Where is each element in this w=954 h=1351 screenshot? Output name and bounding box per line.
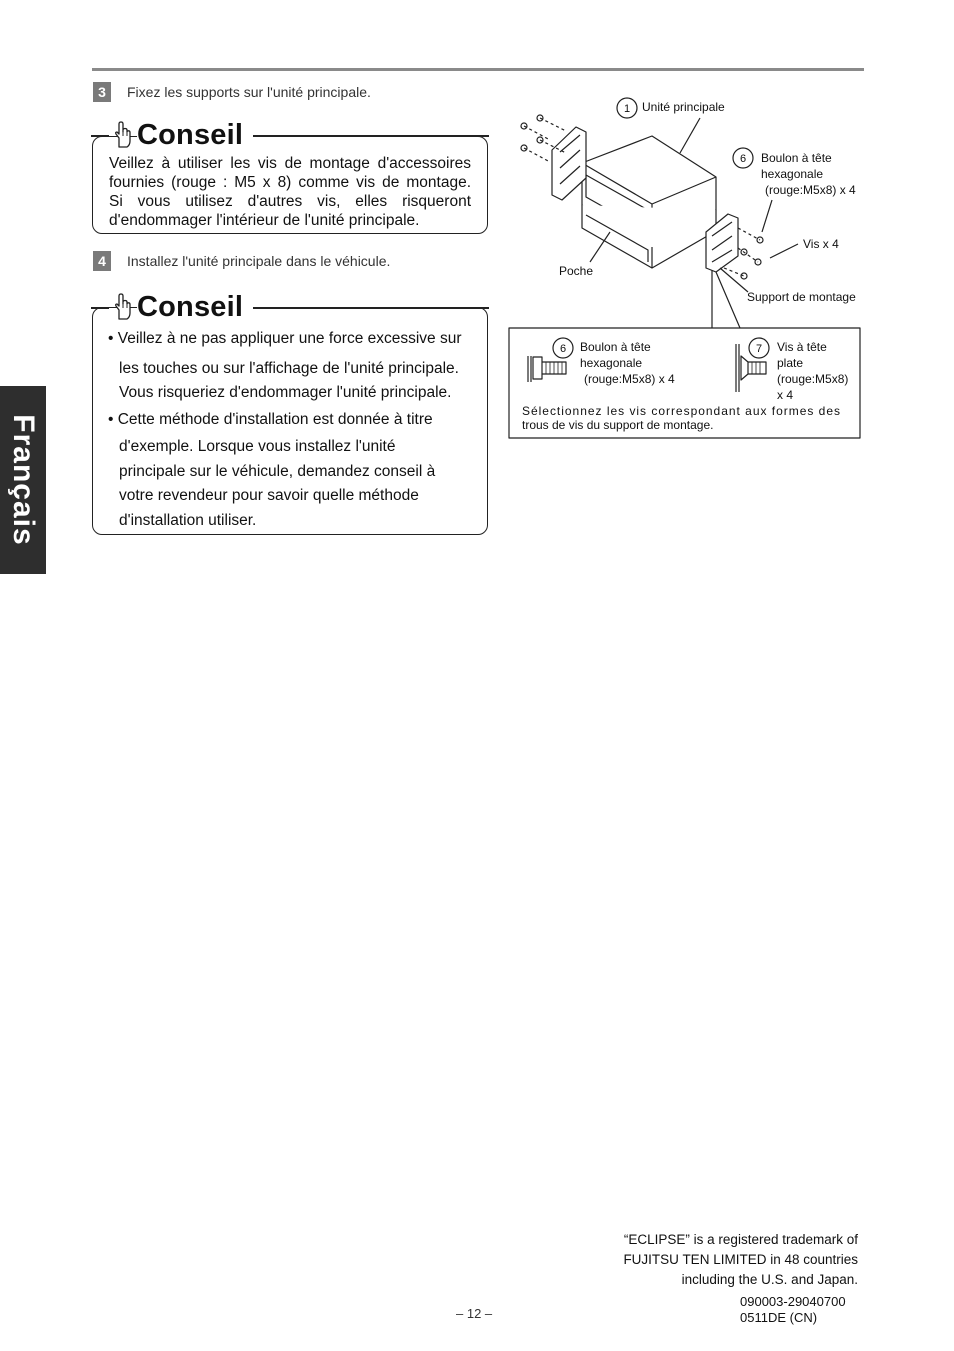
bullet-line: les touches ou sur l'affichage de l'unité principale. bbox=[119, 359, 459, 377]
legend-text: hexagonale bbox=[580, 356, 643, 370]
step-text: Fixez les supports sur l'unité principale. bbox=[127, 84, 371, 100]
tip-line: d'endommager l'intérieur de l'unité principale. bbox=[109, 212, 420, 229]
label-mounting-bracket: Support de montage bbox=[747, 290, 856, 304]
divider bbox=[91, 135, 109, 137]
label-pocket: Poche bbox=[559, 264, 594, 278]
panel-edge bbox=[528, 356, 531, 382]
bullet-dot: • bbox=[108, 410, 118, 428]
tip-line: fournies (rouge : M5 x 8) comme vis de montage. bbox=[109, 174, 471, 191]
tip-bullets bbox=[108, 327, 480, 533]
left-bracket bbox=[552, 127, 586, 200]
screw-thread bbox=[752, 362, 760, 374]
trademark-line: including the U.S. and Japan. bbox=[681, 1272, 858, 1287]
divider bbox=[91, 307, 109, 309]
trademark-notice bbox=[623, 1230, 858, 1290]
leader-line bbox=[680, 118, 700, 153]
bullet-dot: • bbox=[108, 330, 118, 347]
bullet-line: d'installation utiliser. bbox=[119, 511, 257, 529]
tip-line: Si vous utilisez d'autres vis, elles risqueront bbox=[109, 193, 471, 210]
document-code bbox=[740, 1294, 846, 1326]
bolt-thread bbox=[546, 362, 562, 374]
trademark-line: “ECLIPSE” is a registered trademark of bbox=[623, 1232, 858, 1247]
tip-text bbox=[109, 154, 471, 230]
step-4 bbox=[93, 251, 390, 271]
label-main-unit: Unité principale bbox=[642, 100, 725, 114]
bullet-line: principale sur le véhicule, demandez conseil à bbox=[119, 462, 436, 480]
installation-diagram bbox=[508, 95, 868, 445]
panel-edge bbox=[736, 344, 739, 392]
callout-number: 6 bbox=[739, 153, 747, 165]
bullet-line: d'exemple. Lorsque vous installez l'unité bbox=[119, 438, 396, 455]
callout-number: 1 bbox=[623, 103, 631, 115]
tip-header bbox=[91, 119, 489, 151]
step-number: 3 bbox=[93, 82, 111, 102]
callout-number: 6 bbox=[559, 343, 567, 355]
tip-title: Conseil bbox=[137, 119, 253, 152]
label-hex-bolt: Boulon à tête bbox=[761, 151, 832, 165]
label-screws: Vis x 4 bbox=[803, 237, 839, 251]
divider bbox=[253, 307, 489, 309]
leader-line bbox=[762, 200, 772, 232]
tip-header bbox=[91, 291, 489, 323]
bullet-item bbox=[108, 408, 480, 433]
label-hex-bolt: hexagonale bbox=[761, 167, 824, 181]
tip-title: Conseil bbox=[137, 291, 253, 324]
screw-icon bbox=[741, 273, 747, 279]
pointing-hand-icon bbox=[111, 121, 133, 149]
hex-bolt-icon bbox=[533, 357, 542, 379]
bullet-text: Veillez à ne pas appliquer une force excessive sur bbox=[117, 330, 462, 347]
leader-line bbox=[712, 270, 740, 328]
tip-line: Veillez à utiliser les vis de montage d'accessoires bbox=[109, 155, 471, 172]
document-code-line: 0511DE (CN) bbox=[740, 1310, 818, 1325]
step-number: 4 bbox=[93, 251, 111, 271]
bullet-line: votre revendeur pour savoir quelle méthode bbox=[119, 487, 419, 504]
tip-box bbox=[92, 118, 488, 234]
legend-text: x 4 bbox=[777, 388, 794, 402]
label-hex-bolt: (rouge:M5x8) x 4 bbox=[765, 183, 856, 197]
leader-line bbox=[720, 268, 748, 292]
legend-text: Boulon à tête bbox=[580, 340, 651, 354]
flat-screw-shank bbox=[748, 362, 766, 374]
legend-text: (rouge:M5x8) x 4 bbox=[584, 372, 675, 386]
legend-text: plate bbox=[777, 356, 804, 370]
bullet-line: Vous risqueriez d'endommager l'unité principale. bbox=[119, 384, 452, 401]
pocket-outline bbox=[582, 205, 716, 268]
page-number: – 12 – bbox=[456, 1306, 493, 1321]
language-tab-label: Français bbox=[7, 414, 40, 546]
tip-box bbox=[92, 290, 488, 535]
top-rule bbox=[92, 68, 864, 71]
trademark-line: FUJITSU TEN LIMITED in 48 countries bbox=[623, 1252, 858, 1267]
legend-note: Sélectionnez les vis correspondant aux formes des bbox=[522, 404, 840, 418]
flat-screw-icon bbox=[741, 356, 748, 380]
legend-text: (rouge:M5x8) bbox=[777, 372, 849, 386]
legend-text: Vis à tête bbox=[777, 340, 827, 354]
callout-number: 7 bbox=[755, 343, 763, 355]
step-3 bbox=[93, 82, 371, 102]
bullet-text: Cette méthode d'installation est donnée à titre bbox=[117, 410, 433, 428]
pointing-hand-icon bbox=[111, 293, 133, 321]
language-tab bbox=[0, 386, 46, 574]
legend-note: trous de vis du support de montage. bbox=[522, 418, 714, 432]
bullet-item bbox=[108, 327, 480, 352]
document-code-line: 090003-29040700 bbox=[740, 1294, 846, 1309]
step-text: Installez l'unité principale dans le véhicule. bbox=[127, 253, 391, 269]
divider bbox=[253, 135, 489, 137]
leader-line bbox=[770, 244, 798, 258]
